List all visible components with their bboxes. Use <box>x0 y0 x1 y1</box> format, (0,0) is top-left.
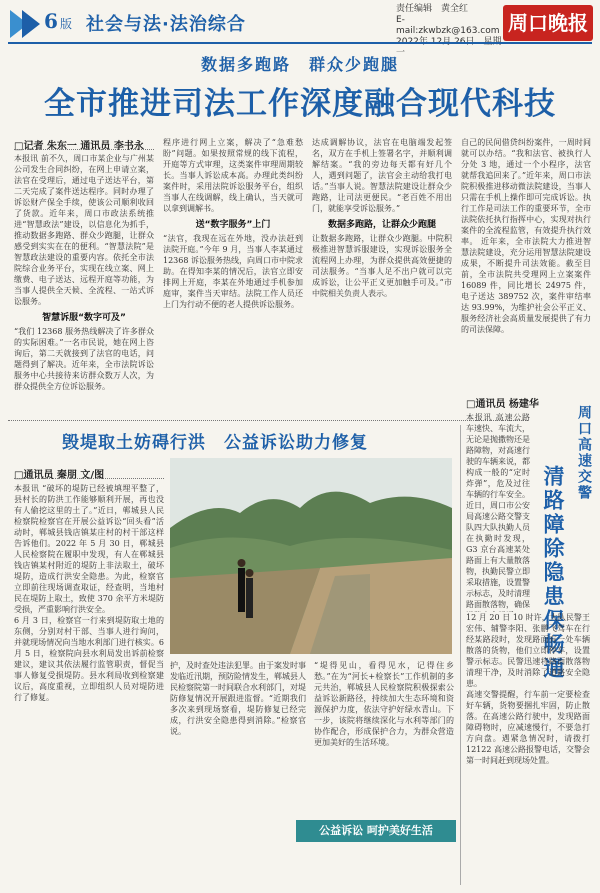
header-triangle-icon <box>22 10 40 38</box>
article1-col1b-text: “我们 12368 服务热线解决了许多群众的实际困难。”一名市民说，她在网上咨询后，第二天就接到了法官的电话，问题得到了解决。近年来，全市法院诉讼服务中心共接待来访群众数万人次，为群众提供全方位诉讼服务。 <box>14 327 154 391</box>
article1-column-3 <box>312 137 452 416</box>
header-meta <box>396 4 504 59</box>
article2-byline-rule <box>14 478 164 479</box>
article1-col1-text: 本报讯 前不久，周口市某企业与广州某公司发生合同纠纷，在网上申请立案，法官在受理后，通过电子送达平台，第二天完成了案件送达程序。同时办理了诉讼财产保全手续，使该公司顺利收回了货款。近年来，周口市政法系统推进“智慧政法”建设，以信息化为抓手，推动数据多跑路、群众少跑腿，让群众感受到实实在在的便利。“智慧法院”是智慧政法建设的重要内容。依托全市法院综合业务平台，实现在线立案、网上缴费、电子送达、远程开庭等功能，为当事人提供全天候、全流程、一站式诉讼服务。 <box>14 154 154 306</box>
article1-subtitle-1: 智慧诉服“数字可及” <box>42 313 126 323</box>
article1-column-2 <box>163 137 303 416</box>
byline-rule <box>14 149 154 150</box>
editor-line: 责任编辑 黄全红 <box>396 4 469 14</box>
article1-col2b-text: “法官，我现在远在外地，没办法赶到法院开庭。”今年 9 月，当事人李某通过 12368 诉讼服务热线，向周口市中院求助。在得知李某的情况后，法官立即安排网上开庭，李某在外地通过手机参加庭审，案件当天审结。法院工作人员还上门为行动不便的老人提供诉讼服务。 <box>163 234 303 309</box>
article3-column-top <box>466 412 530 612</box>
article2-headline: 毁堤取土妨碍行洪 公益诉讼助力修复 <box>62 433 368 453</box>
article3-side-label: 周口高速交警 <box>576 405 592 501</box>
article3-column-bottom <box>466 612 590 880</box>
article3-col1b-text: 12 月 20 日 10 时许，大队民警王宏伟、辅警李阳、张鹏飞驾车在行经某路段时，发现路面有一处车辆散落的货物，他们立即停车，设置警示标志。民警迅速将路面散落物清理干净，及时消除了道路安全隐患。 <box>466 613 590 688</box>
article3-byline: □通讯员 杨建华 <box>466 399 539 410</box>
article1-col2-text: 程序进行网上立案，解决了“急难愁盼”问题。如果按照常规的线下流程，开庭等方式审理，这类案件审理周期较长。当事人诉讼成本高。办理此类纠纷案件时，采用法院诉讼服务平台，组织当事人在线调解，线上确认，当天就可以拿到调解书。 <box>163 138 303 213</box>
article1-subtitle-3: 数据多跑路，让群众少跑腿 <box>327 220 436 230</box>
article2-column-3 <box>314 660 454 818</box>
section-divider <box>8 420 528 421</box>
article1-col4b-text: 近年来，全市法院大力推进智慧法院建设，充分运用智慧法院建设成果，不断提升司法效能。截至目前，全市法院共受理网上立案案件 16089 件，同比增长 24975 件，电子送达 389752 次，案件审结率达 93.99%，为维护社会公平正义、服务经济社会高质量发展提供了有力的司法保障。 <box>461 237 591 334</box>
article2-column-1 <box>14 483 164 878</box>
article2-col2-text: 护，及时查处违法犯罪。由于案发时事发临近汛期，预防险情发生，郸城县人民检察院第一时间联合水利部门，对堤防修复情况开展跟进监督。“近期我们多次来到现场察看，堤防修复已经完成，行洪安全隐患得到消除。”检察官说。 <box>170 661 306 736</box>
column-divider <box>460 425 461 885</box>
article1-byline: □记者 朱东一 通讯员 李书永 <box>14 141 144 152</box>
article3-col1c-text: 高速交警提醒，行车前一定要检查好车辆，货物要捆扎牢固，防止散落。在高速公路行驶中，发现路面障碍物时，应减速慢行，不要急打方向盘。遇紧急情况时，请拨打 12122 高速公路报警电话，交警会第一时间赶到现场处置。 <box>466 690 590 765</box>
article1-subhead: 数据多跑路 群众少跑腿 <box>200 55 399 74</box>
article3-headline: 清路障除隐患保畅通 <box>541 465 565 681</box>
article1-column-1 <box>14 153 154 416</box>
article2-photo <box>170 458 452 654</box>
header-rule <box>8 42 592 44</box>
article1-column-4 <box>461 137 591 387</box>
person-figure <box>246 578 253 618</box>
article2-caption-banner: 公益诉讼 呵护美好生活 <box>296 820 456 842</box>
page-number: 6 <box>44 9 58 33</box>
article1-col3-text: 达成调解协议，法官在电脑端发起签名，双方在手机上签署名字，并顺利调解结案。“我的旁边每天都有好几个人，遇到问题了，法官会主动给我打电话。”当事人说。智慧法院建设让群众少跑路，让司法更便民。“老百姓不用出门，就能享受诉讼服务。” <box>312 138 452 213</box>
article3-col1-text: 本报讯 高速公路车速快、车流大，无论是抛撒物还是路障物，对高速行驶的车辆来说，都构成一般的“定时炸弹”，危及过往车辆的行车安全。近日，周口市公安局高速公路交警支队四大队执勤人员在执勤时发现，G3 京台高速某处路面上有大量散落物，执勤民警立即采取措施，设置警示标志，及时清理路面散落物，确保 <box>466 413 530 609</box>
email-line: E-mail:zkwbzk@163.com <box>396 15 500 36</box>
article2-col3-text: “堤得见山，看得见水，记得住乡愁。”在为“河长+检察长”工作机制的多元共治，郸城县人民检察院积极探索公益诉讼新路径，持续加大生态环境和资源保护力度，依法守护好绿水青山。下一步，该院将继续深化与水利等部门的协作配合，形成保护合力，为群众营造更加美好的生活环境。 <box>314 661 454 747</box>
article1-col4-text: 自己的民间借贷纠纷案件，一周时间就可以办结。“我和法官、被执行人分处 3 地，通过一个小程序，法官就帮我追回来了。”近年来，周口市法院积极推进移动微法院建设，当事人只需在手机上操作即可完成诉讼。执行工作是司法工作的重要环节，全市法院依托执行指挥中心，实现对执行案件的全流程监管，有效提升执行效率。 <box>461 138 591 246</box>
article2-col1b-text: 6 月 3 日，检察官一行来到堤防取土地的东侧，分别对村干部、当事人进行询问，并就现场情况向当地水利部门进行核实。6 月 5 日，检察院向县水利局发出诉前检察建议，建议其依法履行监管职责，督促当事人修复受损堤防。县水利局收到检察建议后，高度重视，立即组织人员对堤防进行了修复。 <box>14 616 164 702</box>
article1-col3b-text: 让数据多跑路，让群众少跑腿。中院积极推进智慧诉服建设，实现诉讼服务全流程网上办理，为群众提供高效便捷的司法服务。“当事人足不出户就可以完成诉讼，让公平正义更加触手可及。”市中院相关负责人表示。 <box>312 234 452 298</box>
article2-column-2 <box>170 660 306 830</box>
embankment-photo <box>170 458 452 654</box>
page-unit: 版 <box>60 17 73 31</box>
section-title: 社会与法·法治综合 <box>86 14 246 35</box>
date-line: 一 <box>396 48 406 58</box>
newspaper-logo: 周口晚报 <box>503 5 593 41</box>
article1-headline: 全市推进司法工作深度融合现代科技 <box>44 86 556 122</box>
article2-byline: □通讯员 秦朋 文/图 <box>14 470 105 481</box>
article1-subtitle-2: 送“数字服务”上门 <box>195 220 271 230</box>
article2-col1-text: 本报讯 “破坏的堤防已经被填埋平整了，县村长的防洪工作能够顺利开展，再也没有人偷挖这里的土了。”近日，郸城县人民检察院检察官在开展公益诉讼“回头看”活动时，郸城县钱店镇某庄村的村干部这样告诉他们。2022 年 5 月 30 日，郸城县人民检察院在履职中发现，有人在郸城县钱店镇某村附近的堤防上非法取土，破坏堤防，造成行洪安全隐患。为此，检察官立即前往现场调查取证，经查明，当地村民在堤防上取土，致使 370 余平方米堤防受损，严重影响行洪安全。 <box>14 484 164 614</box>
